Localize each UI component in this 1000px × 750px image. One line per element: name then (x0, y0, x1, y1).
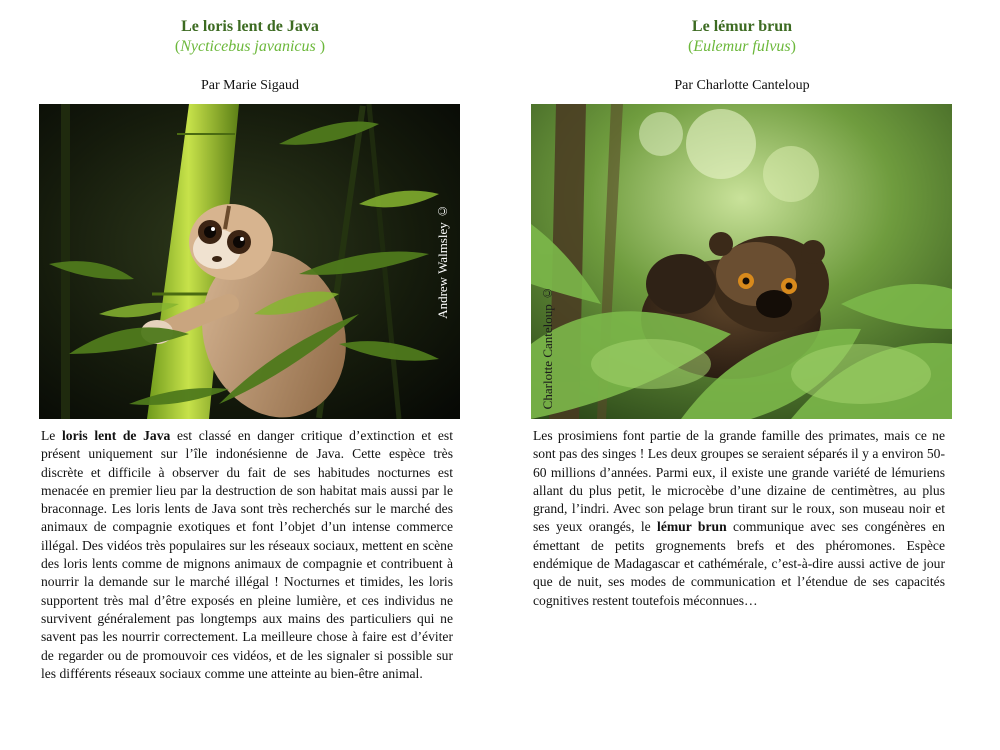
article-author: Par Marie Sigaud (201, 78, 299, 93)
article-body: Les prosimiens font partie de la grande famille des primates, mais ce ne sont pas des singes ! Les deux groupes se seraient séparés il y a environ 50-60 millions d’années. Parmi eux, il existe une grande variété de lémuriens allant du plus petit, le microcèbe d’une dizaine de centimètres, au plus grand, l’indri. Avec son pelage brun tirant sur le roux, son museau noir et ses yeux orangés, le lémur brun communique avec ses congénères en émettant de petits grognements brefs et des phéromones. Espèce endémique de Madagascar et cathémérale, c’est-à-dire aussi active de jour que de nuit, ses modes de communication et l’étendue de ses capacités cognitives restent toutefois méconnues… (533, 428, 945, 608)
brown-lemur-illustration (531, 104, 952, 419)
scientific-name: (Eulemur fulvus) (688, 38, 796, 55)
brown-lemur-photo (531, 104, 952, 419)
photo-credit: Charlotte Canteloup © (540, 285, 555, 409)
article-title: Le lémur brun (691, 18, 793, 35)
article-title: Le loris lent de Java (181, 18, 319, 35)
photo-credit: Andrew Walmsley © (435, 204, 450, 319)
slow-loris-illustration (39, 104, 460, 419)
article-author: Par Charlotte Canteloup (674, 78, 810, 93)
scientific-name: (Nycticebus javanicus ) (174, 38, 326, 55)
slow-loris-photo (39, 104, 460, 419)
article-body: Le loris lent de Java est classé en danger critique d’extinction et est présent uniquement sur l’île indonésienne de Java. Cette espèce très discrète et difficile à observer du fait de ses habitudes nocturnes est menacée en premier lieu par la destruction de son habitat mais aussi par le braconnage. Les loris lents de Java sont très recherchés sur le marché des animaux de compagnie exotiques et font l’objet d’un intense commerce illégal. Des vidéos très populaires sur les réseaux sociaux, mettent en scène des loris lents comme de mignons animaux de compagnie et contribuent à nourrir la demande sur le marché illégal ! Nocturnes et timides, les loris supportent très mal d’être exposés en pleine lumière, et ces individus ne survivent généralement pas longtemps aux mains des particuliers qui ne savent pas les nourrir correctement. La meilleure chose à faire est d’éviter de regarder ou de promouvoir ces vidéos, et de les signaler si possible sur les différents réseaux sociaux comme une atteinte au bien-être animal. (41, 428, 453, 681)
